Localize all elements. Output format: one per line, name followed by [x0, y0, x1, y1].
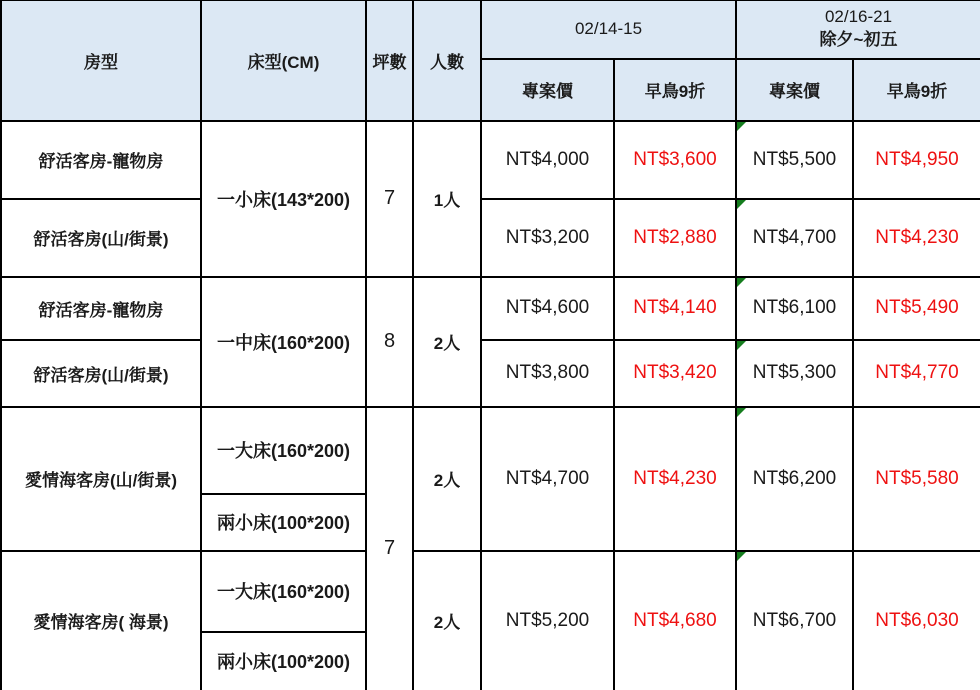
bed-type-cell: 一大床(160*200) — [201, 551, 366, 632]
special-price-cell — [736, 407, 853, 551]
green-corner-flag-icon — [737, 552, 746, 561]
area-cell: 7 — [366, 407, 413, 690]
early-bird-price-cell: NT$6,030 — [853, 551, 980, 690]
green-corner-flag-icon — [737, 408, 746, 417]
early-bird-price-cell: NT$4,950 — [853, 121, 980, 199]
header-bed-type: 床型(CM) — [201, 1, 366, 121]
price-value: NT$6,200 — [752, 467, 837, 489]
area-cell: 7 — [366, 121, 413, 277]
header-special-price-1: 專案價 — [481, 59, 614, 121]
special-price-cell: NT$4,700 — [481, 407, 614, 551]
early-bird-price-cell: NT$4,140 — [614, 277, 736, 340]
room-name-cell: 愛情海客房(山/街景) — [1, 407, 201, 551]
header-special-price-2: 專案價 — [736, 59, 853, 121]
header-area: 坪數 — [366, 1, 413, 121]
early-bird-price-cell: NT$4,770 — [853, 340, 980, 407]
capacity-cell: 2人 — [413, 407, 481, 551]
special-price-cell — [736, 199, 853, 277]
early-bird-price-cell: NT$4,680 — [614, 551, 736, 690]
capacity-cell: 1人 — [413, 121, 481, 277]
special-price-cell — [736, 121, 853, 199]
green-corner-flag-icon — [737, 122, 746, 131]
early-bird-price-cell: NT$2,880 — [614, 199, 736, 277]
green-corner-flag-icon — [737, 278, 746, 287]
green-corner-flag-icon — [737, 200, 746, 209]
green-corner-flag-icon — [737, 341, 746, 350]
capacity-cell: 2人 — [413, 277, 481, 407]
room-name-cell: 舒活客房(山/街景) — [1, 199, 201, 277]
header-period-2 — [736, 1, 980, 59]
special-price-cell: NT$4,000 — [481, 121, 614, 199]
bed-type-cell: 一中床(160*200) — [201, 277, 366, 407]
header-early-bird-1: 早鳥9折 — [614, 59, 736, 121]
price-value: NT$4,700 — [752, 226, 837, 248]
special-price-cell — [736, 340, 853, 407]
header-capacity: 人數 — [413, 1, 481, 121]
bed-type-cell: 一大床(160*200) — [201, 407, 366, 494]
price-value: NT$5,500 — [752, 148, 837, 170]
period-2-note: 除夕~初五 — [819, 30, 898, 50]
header-room-type: 房型 — [1, 1, 201, 121]
price-value: NT$6,100 — [752, 297, 837, 318]
special-price-cell: NT$3,800 — [481, 340, 614, 407]
special-price-cell: NT$3,200 — [481, 199, 614, 277]
early-bird-price-cell: NT$4,230 — [614, 407, 736, 551]
room-name-cell: 舒活客房-寵物房 — [1, 121, 201, 199]
area-cell: 8 — [366, 277, 413, 407]
period-1-dates: 02/14-15 — [574, 18, 643, 38]
early-bird-price-cell: NT$4,230 — [853, 199, 980, 277]
early-bird-price-cell: NT$3,600 — [614, 121, 736, 199]
early-bird-price-cell: NT$5,490 — [853, 277, 980, 340]
bed-type-cell: 兩小床(100*200) — [201, 632, 366, 690]
special-price-cell: NT$4,600 — [481, 277, 614, 340]
price-value: NT$5,300 — [752, 362, 837, 383]
room-name-cell: 愛情海客房( 海景) — [1, 551, 201, 690]
early-bird-price-cell: NT$3,420 — [614, 340, 736, 407]
room-name-cell: 舒活客房-寵物房 — [1, 277, 201, 340]
price-value: NT$6,700 — [752, 609, 837, 631]
special-price-cell — [736, 551, 853, 690]
bed-type-cell: 兩小床(100*200) — [201, 494, 366, 551]
capacity-cell: 2人 — [413, 551, 481, 690]
period-2-dates: 02/16-21 — [824, 7, 893, 27]
early-bird-price-cell: NT$5,580 — [853, 407, 980, 551]
special-price-cell — [736, 277, 853, 340]
bed-type-cell: 一小床(143*200) — [201, 121, 366, 277]
room-name-cell: 舒活客房(山/街景) — [1, 340, 201, 407]
special-price-cell: NT$5,200 — [481, 551, 614, 690]
header-early-bird-2: 早鳥9折 — [853, 59, 980, 121]
header-period-1 — [481, 1, 736, 59]
